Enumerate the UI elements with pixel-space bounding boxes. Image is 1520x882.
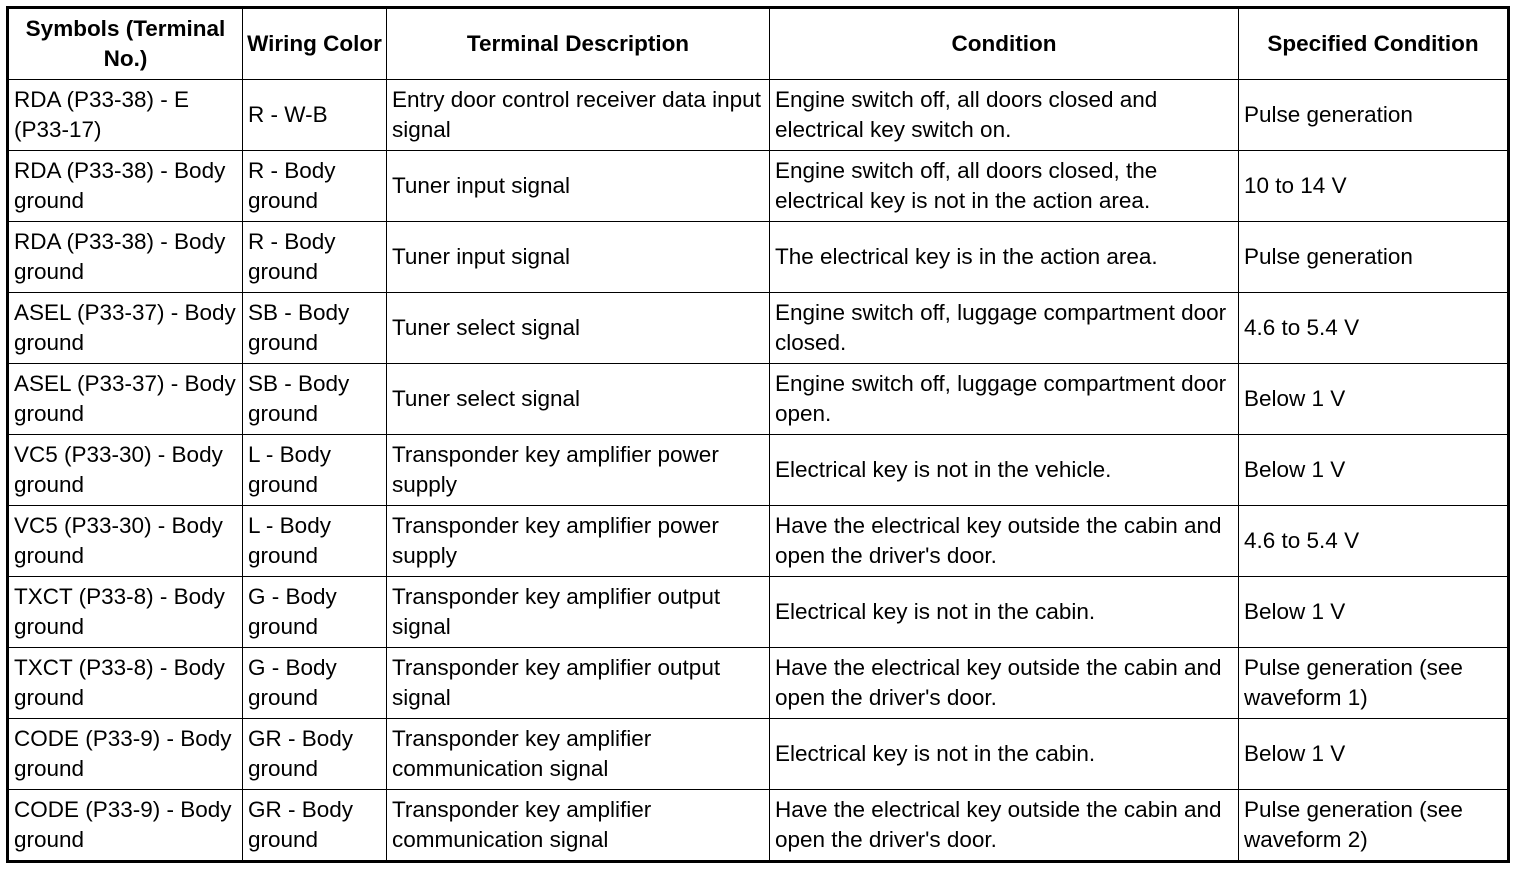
table-row [8,293,1509,364]
cell-condition: Engine switch off, luggage compartment door closed. [770,293,1239,364]
cell-wiring-color: SB - Body ground [243,364,387,435]
cell-wiring-color: R - Body ground [243,222,387,293]
cell-terminal-description: Tuner select signal [387,293,770,364]
cell-condition: Have the electrical key outside the cabin and open the driver's door. [770,506,1239,577]
table-row [8,364,1509,435]
cell-wiring-color: G - Body ground [243,577,387,648]
cell-terminal-description: Transponder key amplifier communication signal [387,719,770,790]
header-specified-condition: Specified Condition [1239,8,1509,80]
cell-symbols: ASEL (P33-37) - Body ground [8,364,243,435]
cell-wiring-color: G - Body ground [243,648,387,719]
cell-symbols: ASEL (P33-37) - Body ground [8,293,243,364]
header-wiring-color: Wiring Color [243,8,387,80]
header-symbols: Symbols (Terminal No.) [8,8,243,80]
cell-condition: Engine switch off, all doors closed and electrical key switch on. [770,80,1239,151]
cell-wiring-color: GR - Body ground [243,719,387,790]
cell-condition: Electrical key is not in the cabin. [770,577,1239,648]
cell-terminal-description: Transponder key amplifier power supply [387,435,770,506]
cell-wiring-color: L - Body ground [243,506,387,577]
terminal-spec-table [6,6,1510,863]
cell-terminal-description: Tuner select signal [387,364,770,435]
cell-symbols: RDA (P33-38) - E (P33-17) [8,80,243,151]
table-row [8,222,1509,293]
cell-specified-condition: 4.6 to 5.4 V [1239,506,1509,577]
cell-condition: Have the electrical key outside the cabin and open the driver's door. [770,790,1239,862]
table-row [8,648,1509,719]
table-row [8,790,1509,862]
header-row [8,8,1509,80]
cell-specified-condition: Below 1 V [1239,435,1509,506]
cell-symbols: VC5 (P33-30) - Body ground [8,506,243,577]
cell-specified-condition: 4.6 to 5.4 V [1239,293,1509,364]
table-row [8,719,1509,790]
cell-terminal-description: Transponder key amplifier communication signal [387,790,770,862]
table-row [8,577,1509,648]
cell-terminal-description: Transponder key amplifier power supply [387,506,770,577]
header-condition: Condition [770,8,1239,80]
cell-condition: Electrical key is not in the vehicle. [770,435,1239,506]
cell-specified-condition: Pulse generation (see waveform 2) [1239,790,1509,862]
cell-specified-condition: Below 1 V [1239,719,1509,790]
table-row [8,506,1509,577]
cell-wiring-color: R - W-B [243,80,387,151]
cell-symbols: TXCT (P33-8) - Body ground [8,577,243,648]
cell-terminal-description: Transponder key amplifier output signal [387,648,770,719]
cell-wiring-color: GR - Body ground [243,790,387,862]
cell-specified-condition: Pulse generation [1239,222,1509,293]
cell-terminal-description: Tuner input signal [387,222,770,293]
cell-symbols: RDA (P33-38) - Body ground [8,151,243,222]
cell-condition: Have the electrical key outside the cabin and open the driver's door. [770,648,1239,719]
cell-symbols: CODE (P33-9) - Body ground [8,790,243,862]
table-row [8,151,1509,222]
cell-wiring-color: L - Body ground [243,435,387,506]
cell-condition: Electrical key is not in the cabin. [770,719,1239,790]
cell-symbols: RDA (P33-38) - Body ground [8,222,243,293]
cell-specified-condition: Pulse generation [1239,80,1509,151]
table-row [8,435,1509,506]
cell-condition: The electrical key is in the action area. [770,222,1239,293]
cell-wiring-color: SB - Body ground [243,293,387,364]
cell-terminal-description: Entry door control receiver data input signal [387,80,770,151]
cell-terminal-description: Transponder key amplifier output signal [387,577,770,648]
cell-specified-condition: Pulse generation (see waveform 1) [1239,648,1509,719]
cell-symbols: VC5 (P33-30) - Body ground [8,435,243,506]
cell-condition: Engine switch off, all doors closed, the electrical key is not in the action area. [770,151,1239,222]
cell-condition: Engine switch off, luggage compartment door open. [770,364,1239,435]
header-terminal-description: Terminal Description [387,8,770,80]
cell-symbols: TXCT (P33-8) - Body ground [8,648,243,719]
cell-terminal-description: Tuner input signal [387,151,770,222]
cell-symbols: CODE (P33-9) - Body ground [8,719,243,790]
cell-specified-condition: 10 to 14 V [1239,151,1509,222]
cell-specified-condition: Below 1 V [1239,364,1509,435]
table-row [8,80,1509,151]
cell-wiring-color: R - Body ground [243,151,387,222]
cell-specified-condition: Below 1 V [1239,577,1509,648]
